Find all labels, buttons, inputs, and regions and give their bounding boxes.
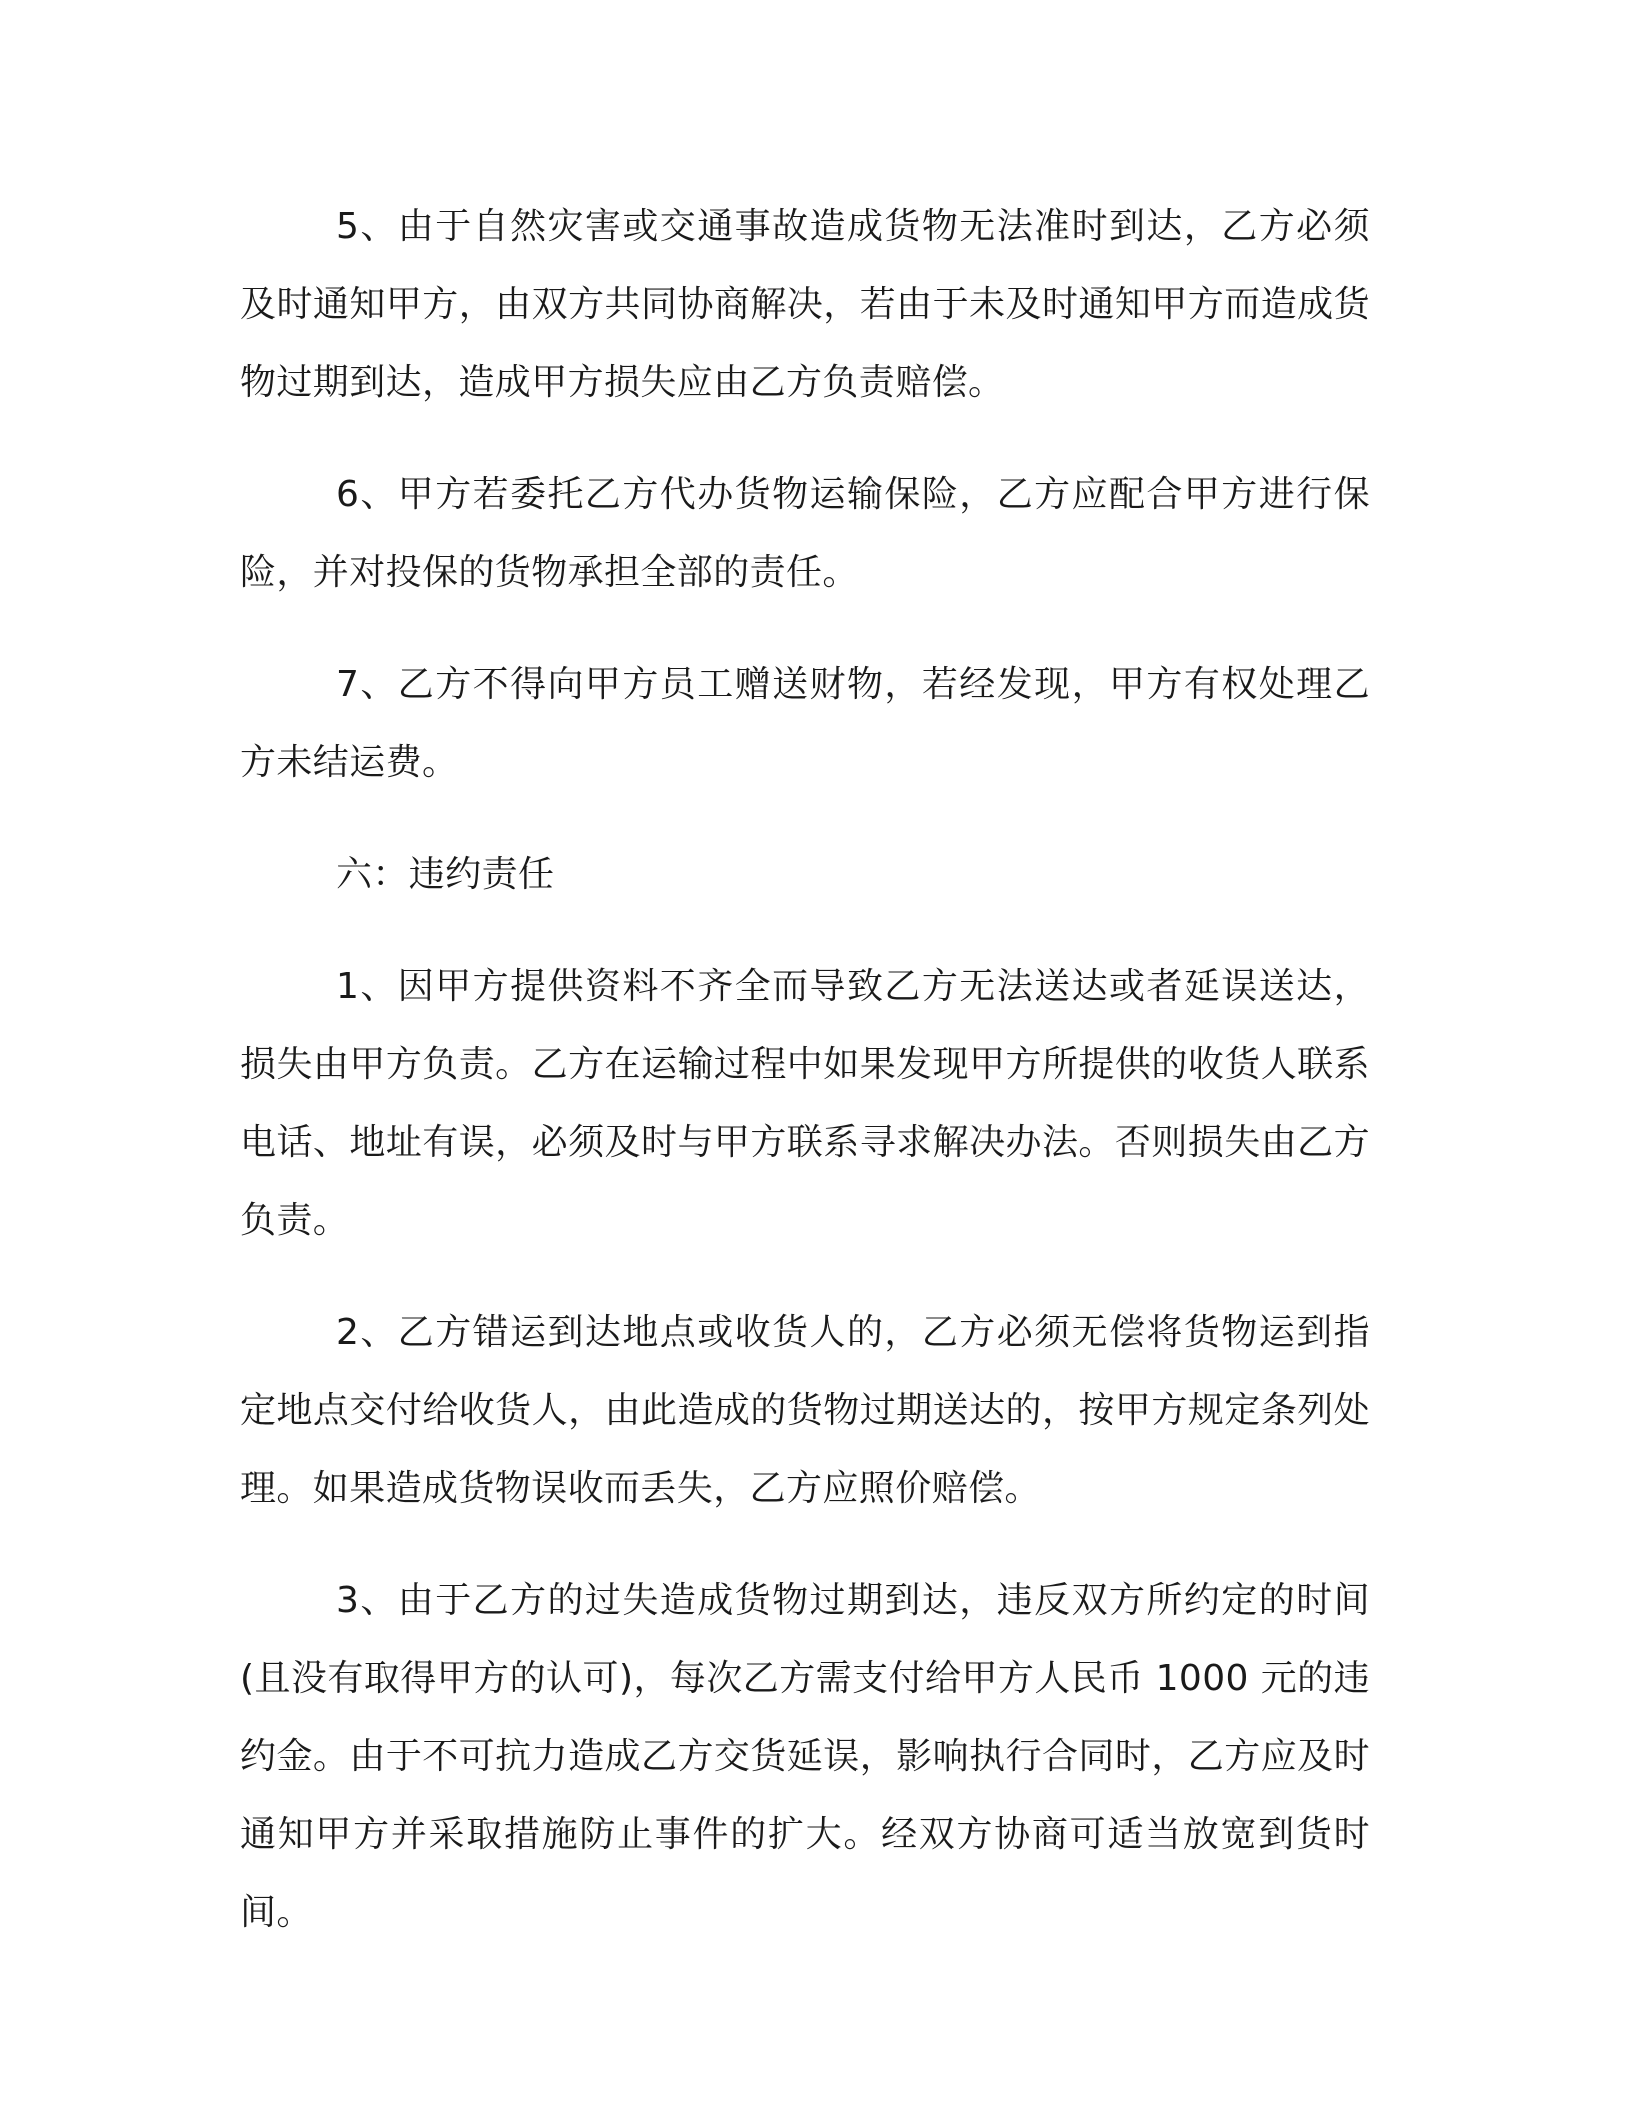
document-page bbox=[240, 188, 1370, 1986]
section-heading: 六：违约责任 bbox=[336, 854, 555, 895]
liability-clause-2: 2、乙方错运到达地点或收货人的，乙方必须无偿将货物运到指定地点交付给收货人，由此造成的货物过期送达的，按甲方规定条列处理。如果造成货物误收而丢失，乙方应照价赔偿。 bbox=[240, 1312, 1370, 1509]
clause-5: 5、由于自然灾害或交通事故造成货物无法准时到达，乙方必须及时通知甲方，由双方共同协商解决，若由于未及时通知甲方而造成货物过期到达，造成甲方损失应由乙方负责赔偿。 bbox=[240, 206, 1370, 403]
liability-clause-1: 1、因甲方提供资料不齐全而导致乙方无法送达或者延误送达，损失由甲方负责。乙方在运输过程中如果发现甲方所提供的收货人联系电话、地址有误，必须及时与甲方联系寻求解决办法。否则损失由乙方负责。 bbox=[240, 966, 1370, 1241]
clause-6: 6、甲方若委托乙方代办货物运输保险，乙方应配合甲方进行保险，并对投保的货物承担全部的责任。 bbox=[240, 474, 1370, 593]
clause-7: 7、乙方不得向甲方员工赠送财物，若经发现，甲方有权处理乙方未结运费。 bbox=[240, 664, 1370, 783]
liability-clause-3: 3、由于乙方的过失造成货物过期到达，违反双方所约定的时间(且没有取得甲方的认可)，每次乙方需支付给甲方人民币 1000 元的违约金。由于不可抗力造成乙方交货延误，影响执行合同时，乙方应及时通知甲方并采取措施防止事件的扩大。经双方协商可适当放宽到货时间。 bbox=[240, 1580, 1370, 1933]
